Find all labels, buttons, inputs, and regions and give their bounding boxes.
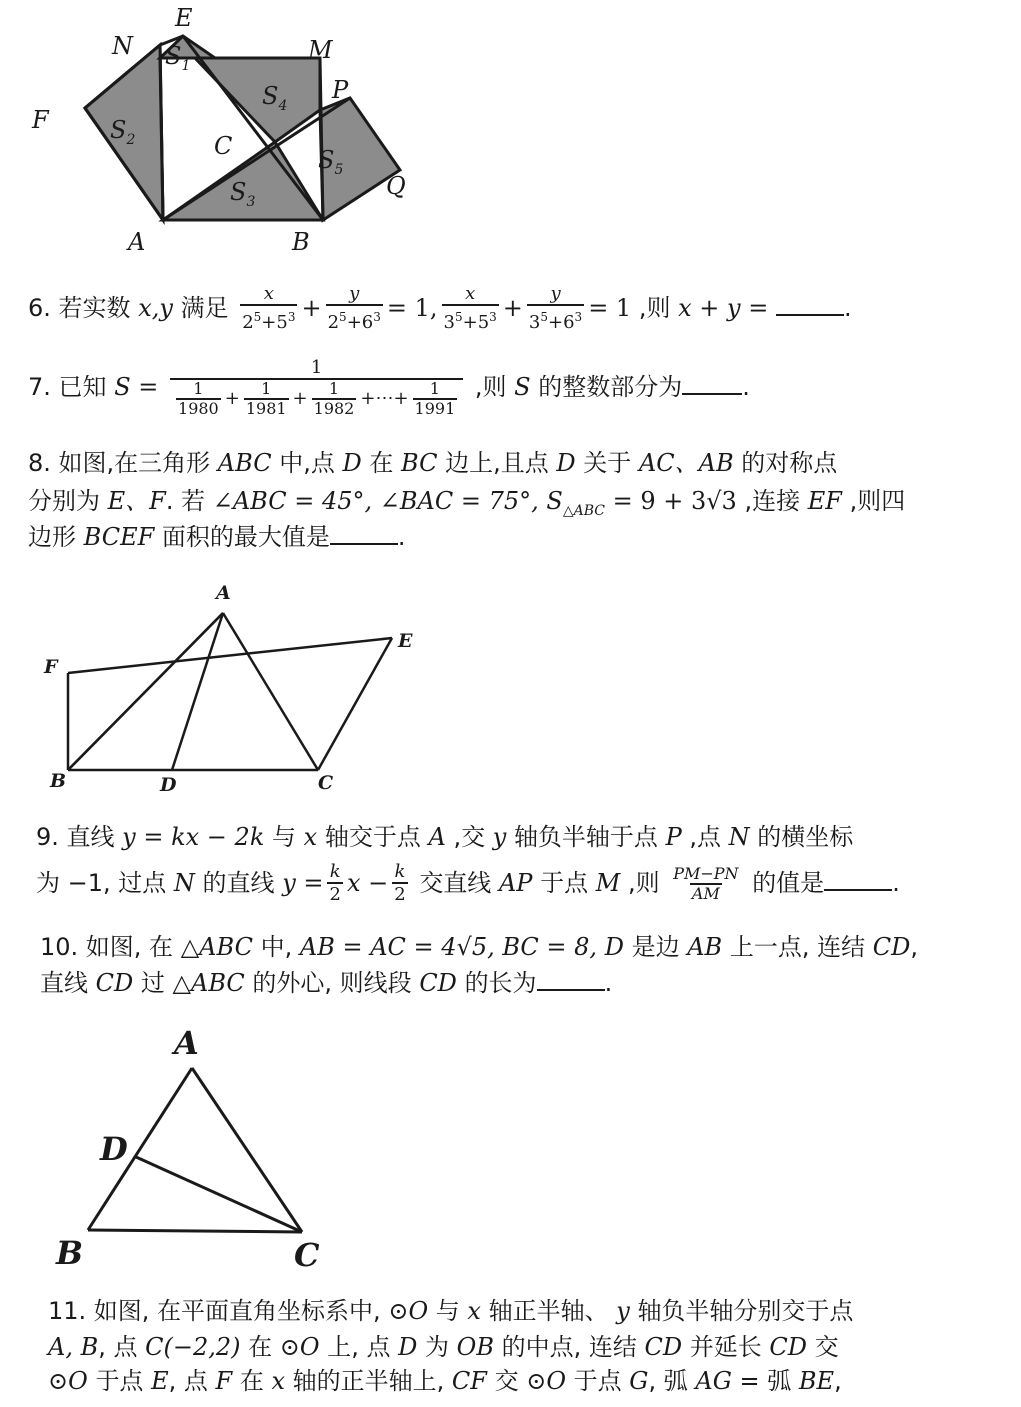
q6-plus-1: +	[301, 294, 322, 322]
q9-ratio-fraction: $\frac{PM-PN}{AM}$	[673, 864, 739, 903]
q8-answer-blank[interactable]	[330, 523, 398, 545]
region-label-s3: $S_3$	[230, 178, 256, 210]
q7-big-fraction: 1 $\frac{1}{1980}$ + $\frac{1}{1981}$ + $\frac{1}{1982}$ +⋯+ $\frac{1}{1991}$	[170, 358, 463, 418]
question-8-line-3: 边形 BCEF 面积的最大值是 .	[28, 523, 406, 551]
point-label-A: A	[174, 1024, 199, 1062]
question-9-line-1: 9. 直线 y = kx − 2k 与 x 轴交于点 A ,交 y 轴负半轴于点 P ,点 N 的横坐标	[36, 823, 854, 851]
q6-equals-2: = 1	[588, 294, 632, 322]
q6-fraction-2: $\frac{y}{2^5+6^3}$	[327, 283, 381, 333]
question-8-line-1: 8. 如图,在三角形 ABC 中,点 D 在 BC 边上,且点 D 关于 AC、AB 的对称点	[28, 449, 838, 477]
segment-AC	[223, 613, 318, 770]
q6-vars: x,y	[138, 294, 173, 322]
point-label-C: C	[294, 1236, 320, 1274]
q6-answer-blank[interactable]	[776, 294, 844, 316]
q7-answer-blank[interactable]	[682, 373, 742, 395]
q6-target: x + y =	[678, 294, 769, 322]
question-6	[28, 284, 852, 334]
point-label-C: C	[214, 132, 233, 160]
q6-end: .	[843, 294, 852, 322]
q7-term-1980: $\frac{1}{1980}$	[178, 379, 219, 418]
q9-fraction-k-over-2-a: $\frac{k}{2}$	[329, 861, 341, 905]
q6-number: 6.	[28, 294, 51, 322]
question-7	[28, 358, 750, 418]
q7-number: 7.	[28, 373, 51, 401]
q9-fraction-k-over-2-b: $\frac{k}{2}$	[394, 861, 406, 905]
point-label-B: B	[292, 228, 310, 256]
q10-answer-blank[interactable]	[537, 969, 605, 991]
figure-q8-triangle	[30, 575, 430, 800]
point-label-E: E	[398, 630, 413, 652]
q7-intro: 已知	[58, 373, 107, 401]
figure-q10-triangle	[50, 1020, 370, 1280]
region-label-s2: $S_2$	[110, 116, 136, 148]
point-label-F: F	[44, 656, 58, 678]
point-label-N: N	[112, 32, 133, 60]
point-label-D: D	[160, 774, 177, 796]
region-label-s5: $S_5$	[318, 146, 344, 178]
region-label-s1: $S_1$	[165, 42, 191, 74]
q7-term-1982: $\frac{1}{1982}$	[313, 379, 355, 418]
figure-squares-diagram	[20, 0, 440, 265]
q7-s: S	[514, 373, 531, 401]
question-10-line-1: 10. 如图, 在 △ABC 中, AB = AC = 4√5, BC = 8, D 是边 AB 上一点, 连结 CD,	[40, 933, 918, 961]
q6-plus-2: +	[502, 294, 523, 322]
segment-AD	[172, 613, 223, 770]
point-label-C: C	[318, 772, 334, 794]
q6-fraction-4: $\frac{y}{3^5+6^3}$	[528, 283, 583, 333]
q7-term-1991: $\frac{1}{1991}$	[414, 379, 456, 418]
question-11-line-2: A, B, 点 C(−2,2) 在 ⊙O 上, 点 D 为 OB 的中点, 连结 CD 并延长 CD 交	[48, 1333, 839, 1361]
q6-equals-1: = 1,	[386, 294, 438, 322]
segment-FE	[68, 638, 392, 673]
q6-then: ,则	[638, 294, 671, 322]
region-label-s4: $S_4$	[262, 82, 288, 114]
q6-fraction-3: $\frac{x}{3^5+5^3}$	[443, 283, 497, 333]
q6-verb: 满足	[180, 294, 229, 322]
point-label-A: A	[128, 228, 146, 256]
question-11-line-3: ⊙O 于点 E, 点 F 在 x 轴的正半轴上, CF 交 ⊙O 于点 G, 弧 AG = 弧 BE,	[48, 1367, 842, 1395]
point-label-E: E	[175, 4, 193, 32]
point-label-D: D	[100, 1130, 128, 1168]
point-label-M: M	[308, 36, 333, 64]
q7-term-1981: $\frac{1}{1981}$	[245, 379, 287, 418]
question-11-line-1: 11. 如图, 在平面直角坐标系中, ⊙O 与 x 轴正半轴、 y 轴负半轴分别交于点	[48, 1297, 854, 1325]
question-8-line-2: 分别为 E、F. 若 ∠ABC = 45°, ∠BAC = 75°, $S_{\triangle ABC} = 9 + 3√3$ ,连接 EF ,则四	[28, 487, 906, 519]
question-10-line-2: 直线 CD 过 △ABC 的外心, 则线段 CD 的长为 .	[40, 969, 613, 997]
q9-answer-blank[interactable]	[824, 869, 892, 891]
q6-intro: 若实数	[58, 294, 131, 322]
q6-fraction-1: $\frac{x}{2^5+5^3}$	[242, 283, 296, 333]
point-label-Q: Q	[386, 172, 406, 200]
point-label-F: F	[32, 106, 49, 134]
segment-MB	[320, 58, 323, 220]
segment-BC	[88, 1230, 302, 1232]
point-label-A: A	[216, 582, 231, 604]
point-label-B: B	[56, 1234, 84, 1272]
q7-then: ,则	[474, 373, 507, 401]
question-9-line-2: 为 −1, 过点 N 的直线 y = $\frac{k}{2}$ x − $\frac{k}{2}$ 交直线 AP 于点 M ,则 $\frac{PM-PN}{AM}$ 的值是 .	[36, 861, 900, 905]
q7-tail: 的整数部分为	[538, 373, 683, 401]
point-label-P: P	[332, 76, 349, 104]
q7-end: .	[742, 373, 750, 401]
segment-EC	[318, 638, 392, 770]
q7-lhs: S =	[114, 373, 159, 401]
point-label-B: B	[50, 770, 67, 792]
